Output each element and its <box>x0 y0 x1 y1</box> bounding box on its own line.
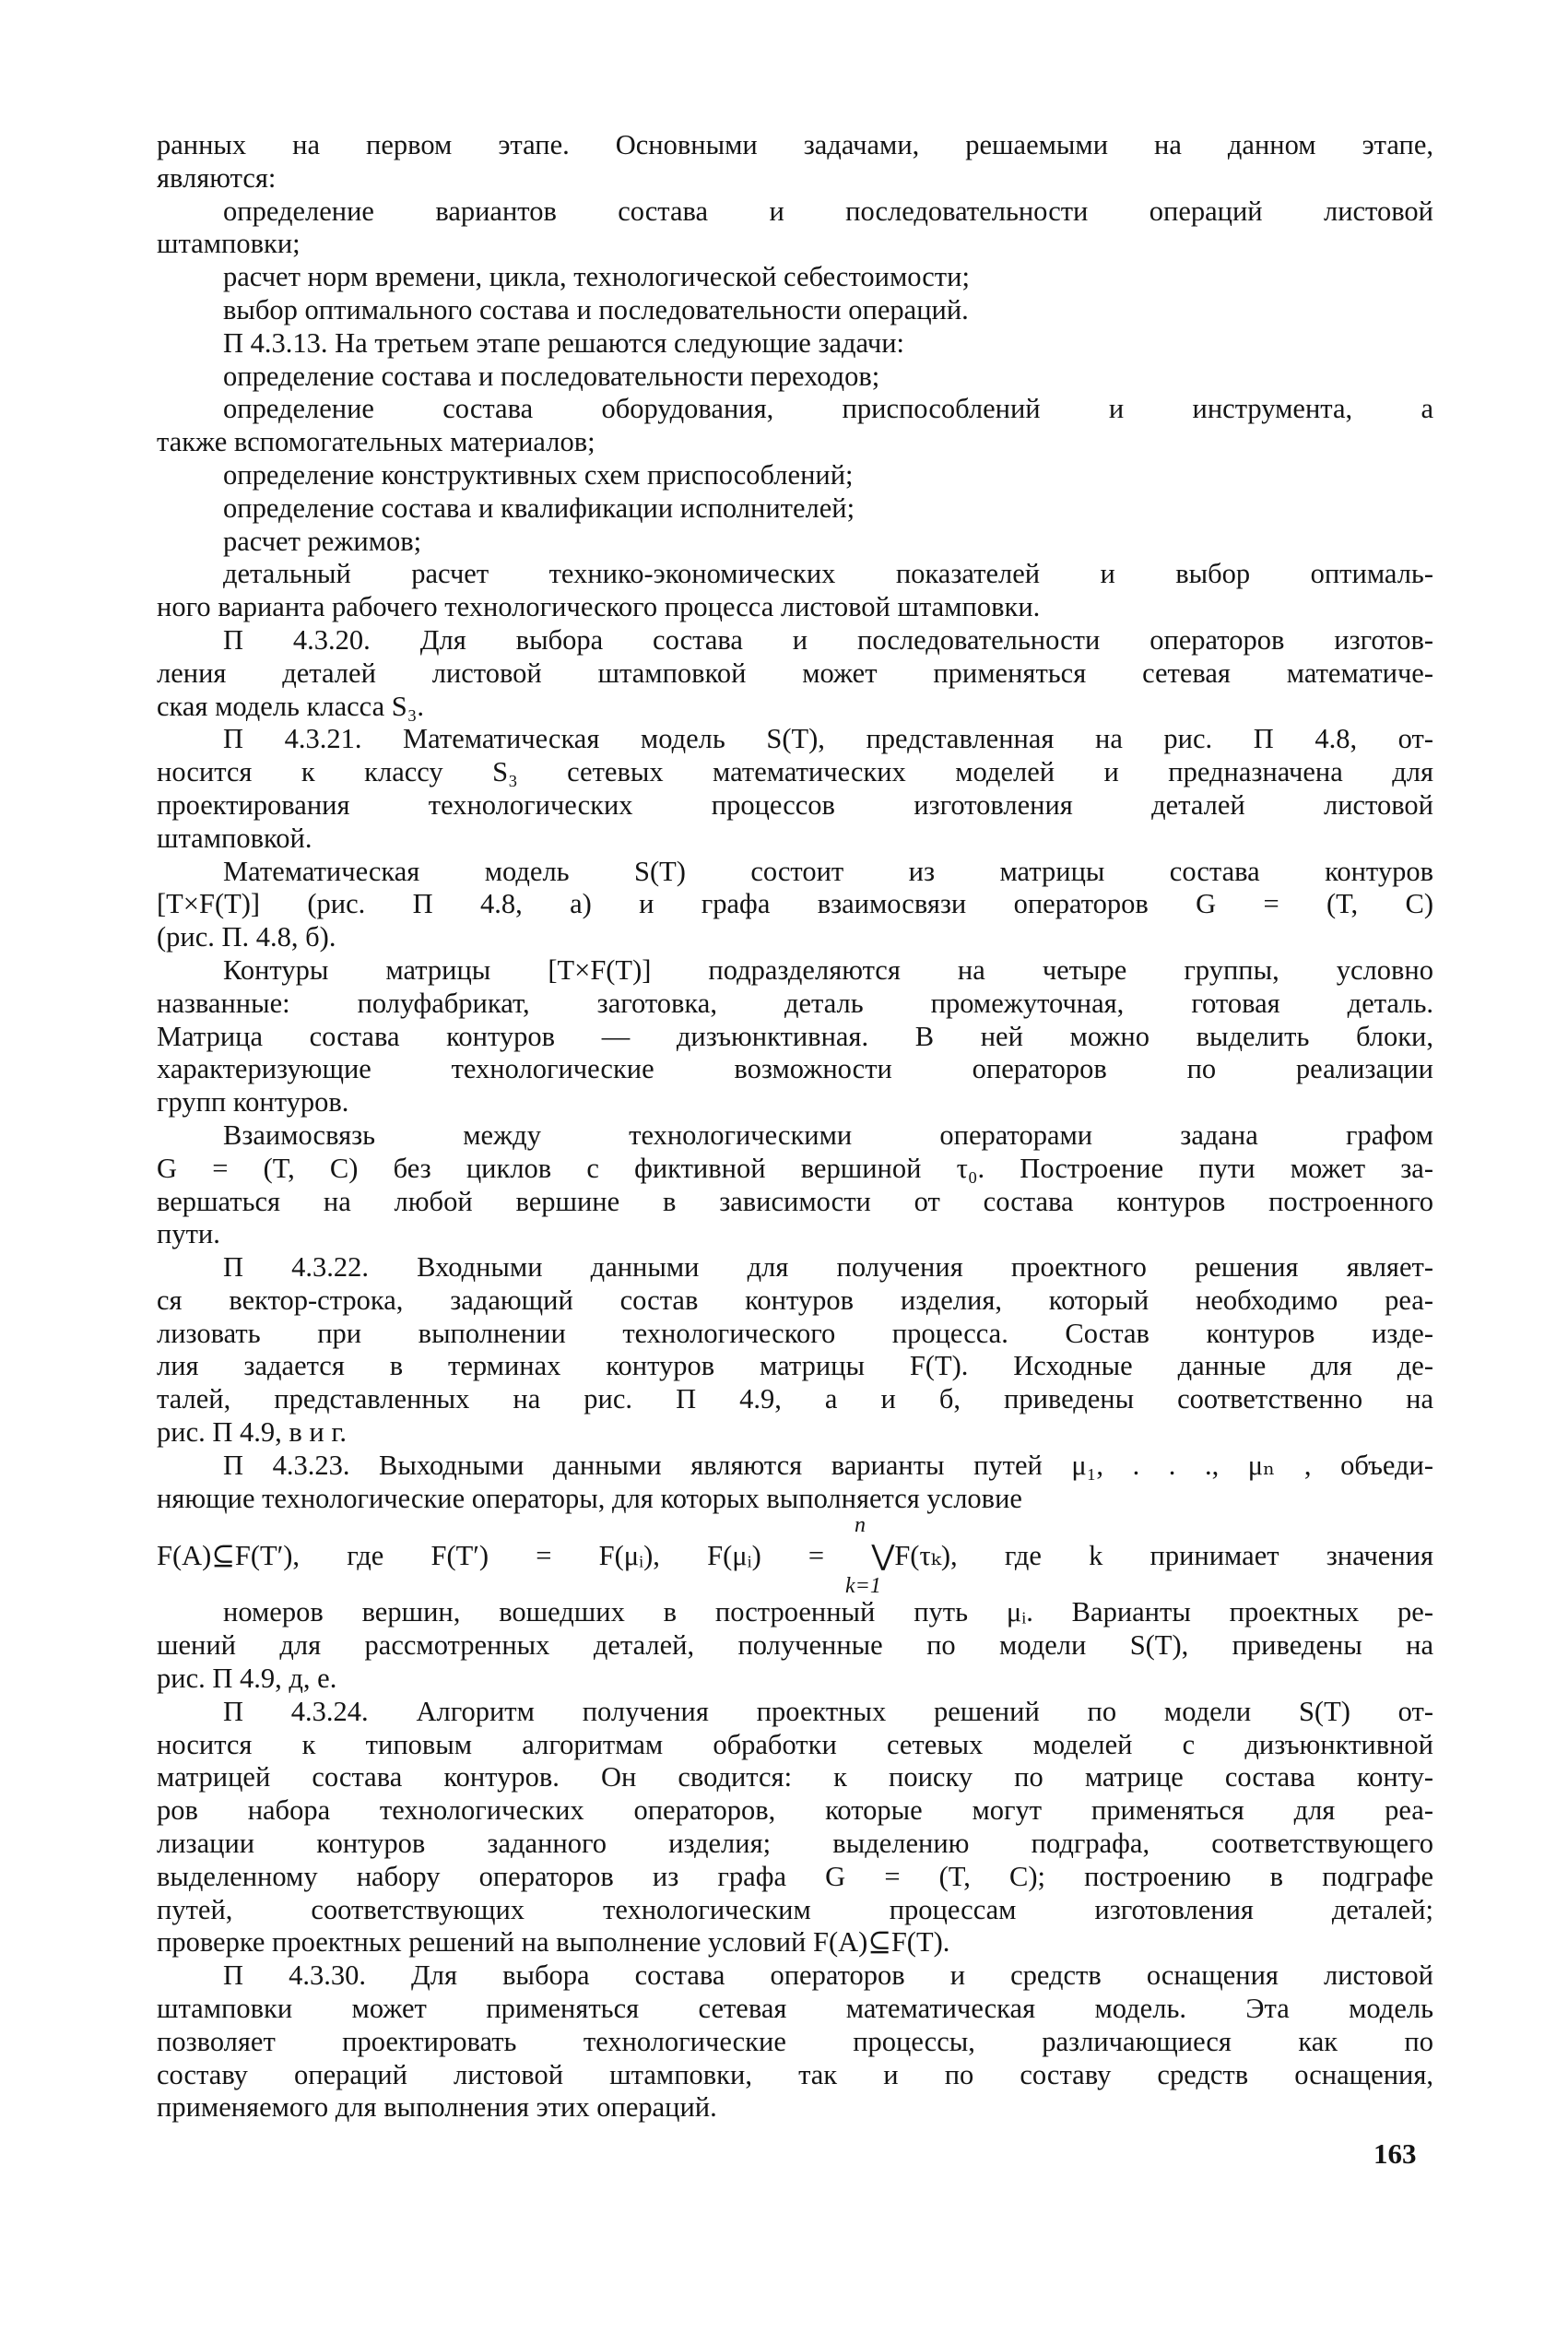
text-line: проверке проектных решений на выполнение условий F(A)⊆F(T). <box>157 1926 950 1959</box>
paragraph <box>157 526 1433 559</box>
text-line: П 4.3.21. Математическая модель S(T), представленная на рис. П 4.8, от- <box>223 723 1433 755</box>
text-line: определение вариантов состава и последовательности операций листовой <box>223 195 1433 227</box>
paragraph <box>157 1596 1433 1695</box>
text-line: П 4.3.24. Алгоритм получения проектных решений по модели S(T) от- <box>223 1695 1433 1727</box>
paragraph <box>157 558 1433 624</box>
text-line: путей, соответствующих технологическим процессам изготовления деталей; <box>157 1893 1433 1925</box>
text-line: П 4.3.22. Входными данными для получения проектного решения являет- <box>223 1251 1433 1284</box>
text-line: [T×F(T)] (рис. П 4.8, а) и графа взаимосвязи операторов G = (T, C) <box>157 888 1433 920</box>
text-line: также вспомогательных материалов; <box>157 426 595 458</box>
text-line: позволяет проектировать технологические процессы, различающиеся как по <box>157 2025 1433 2057</box>
text-line: матрицей состава контуров. Он сводится: к поиску по матрице состава конту- <box>157 1761 1433 1793</box>
text-line: Взаимосвязь между технологическими операторами задана графом <box>223 1119 1433 1151</box>
text-line: лизации контуров заданного изделия; выделению подграфа, соответствующего <box>157 1828 1433 1860</box>
text-line: характеризующие технологические возможности операторов по реализации <box>157 1053 1433 1085</box>
paragraph <box>157 327 1433 361</box>
text-line: номеров вершин, вошедших в построенный путь μᵢ. Варианты проектных ре- <box>223 1596 1433 1628</box>
text-line: определение конструктивных схем приспособлений; <box>223 458 854 491</box>
paragraph <box>157 1251 1433 1450</box>
formula-subscript: k=1 <box>845 1574 881 1599</box>
paragraph <box>157 393 1433 459</box>
text-line: Контуры матрицы [T×F(T)] подразделяются на четыре группы, условно <box>223 953 1433 986</box>
formula-line: F(A)⊆F(T′), где F(T′) = F(μᵢ), F(μᵢ) = ⋁F(τₖ), где k принимает значения <box>157 1540 1433 1572</box>
text-line: П 4.3.30. Для выбора состава операторов и средств оснащения листовой <box>223 1959 1433 1992</box>
paragraph <box>157 195 1433 262</box>
text-line: ров набора технологических операторов, которые могут применяться для реа- <box>157 1794 1433 1827</box>
text-line: лия задается в терминах контуров матрицы F(T). Исходные данные для де- <box>157 1350 1433 1382</box>
paragraph <box>157 294 1433 327</box>
text-line: определение состава оборудования, приспособлений и инструмента, а <box>223 393 1433 425</box>
paragraph <box>157 1119 1433 1251</box>
text-line: П 4.3.13. На третьем этапе решаются следующие задачи: <box>223 326 904 359</box>
text-line: П 4.3.20. Для выбора состава и последовательности операторов изготов- <box>223 623 1433 656</box>
paragraph <box>157 1696 1433 1959</box>
text-line: штамповки; <box>157 228 301 260</box>
paragraph <box>157 624 1433 723</box>
paragraph <box>157 459 1433 492</box>
text-line: рис. П 4.9, д, е. <box>157 1663 337 1695</box>
page-body <box>157 129 1433 2278</box>
text-line: составу операций листовой штамповки, так и по составу средств оснащения, <box>157 2058 1433 2090</box>
text-line: лизовать при выполнении технологического процесса. Состав контуров изде- <box>157 1317 1433 1349</box>
paragraph <box>157 723 1433 855</box>
text-line: расчет режимов; <box>223 525 422 557</box>
text-line: шений для рассмотренных деталей, полученные по модели S(T), приведены на <box>157 1629 1433 1662</box>
text-line: штамповки может применяться сетевая математическая модель. Эта модель <box>157 1993 1433 2025</box>
text-line: штамповкой. <box>157 822 312 854</box>
text-line: Математическая модель S(T) состоит из матрицы состава контуров <box>223 855 1433 887</box>
text-line: ного варианта рабочего технологического процесса листовой штамповки. <box>157 591 1041 623</box>
text-line: названные: полуфабрикат, заготовка, деталь промежуточная, готовая деталь. <box>157 987 1433 1019</box>
text-line: Матрица состава контуров — дизъюнктивная. В ней можно выделить блоки, <box>157 1020 1433 1052</box>
text-line: определение состава и квалификации исполнителей; <box>223 491 855 524</box>
text-line: ская модель класса S₃. <box>157 690 424 722</box>
text-line: рис. П 4.9, в и г. <box>157 1416 348 1449</box>
text-line: пути. <box>157 1218 220 1250</box>
paragraph <box>157 1450 1433 1516</box>
text-line: талей, представленных на рис. П 4.9, а и б, приведены соответственно на <box>157 1383 1433 1415</box>
paragraph <box>157 1513 1433 1599</box>
text-line: являются: <box>157 161 277 194</box>
paragraph <box>157 1959 1433 2125</box>
text-line: групп контуров. <box>157 1086 349 1119</box>
page-number: 163 <box>1373 2137 1417 2170</box>
text-line: проектирования технологических процессов изготовления деталей листовой <box>157 788 1433 821</box>
text-line: няющие технологические операторы, для которых выполняется условие <box>157 1482 1022 1514</box>
text-line: определение состава и последовательности переходов; <box>223 360 880 392</box>
text-line: ся вектор-строка, задающий состав контуров изделия, который необходимо реа- <box>157 1284 1433 1316</box>
text-line: вершаться на любой вершине в зависимости от состава контуров построенного <box>157 1185 1433 1217</box>
paragraph <box>157 129 1433 195</box>
text-line: расчет норм времени, цикла, технологической себестоимости; <box>223 261 970 293</box>
text-line: носится к классу S₃ сетевых математических моделей и предназначена для <box>157 756 1433 788</box>
paragraph <box>157 361 1433 394</box>
text-line: G = (T, C) без циклов с фиктивной вершиной τ₀. Построение пути может за- <box>157 1152 1433 1184</box>
text-line: П 4.3.23. Выходными данными являются варианты путей μ₁, . . ., μₙ , объеди- <box>223 1449 1433 1481</box>
text-line: выбор оптимального состава и последовательности операций. <box>223 293 969 326</box>
text-line: применяемого для выполнения этих операций. <box>157 2091 717 2124</box>
paragraph <box>157 856 1433 954</box>
text-line: ления деталей листовой штамповкой может применяться сетевая математиче- <box>157 657 1433 689</box>
text-line: детальный расчет технико-экономических показателей и выбор оптималь- <box>223 558 1433 590</box>
paragraph <box>157 492 1433 526</box>
text-line: выделенному набору операторов из графа G = (T, C); построению в подграфе <box>157 1860 1433 1892</box>
formula-superscript: n <box>855 1513 866 1538</box>
text-line: носится к типовым алгоритмам обработки сетевых моделей с дизъюнктивной <box>157 1728 1433 1760</box>
paragraph <box>157 261 1433 294</box>
paragraph <box>157 954 1433 1119</box>
text-line: ранных на первом этапе. Основными задачами, решаемыми на данном этапе, <box>157 129 1433 160</box>
text-line: (рис. П. 4.8, б). <box>157 921 336 953</box>
